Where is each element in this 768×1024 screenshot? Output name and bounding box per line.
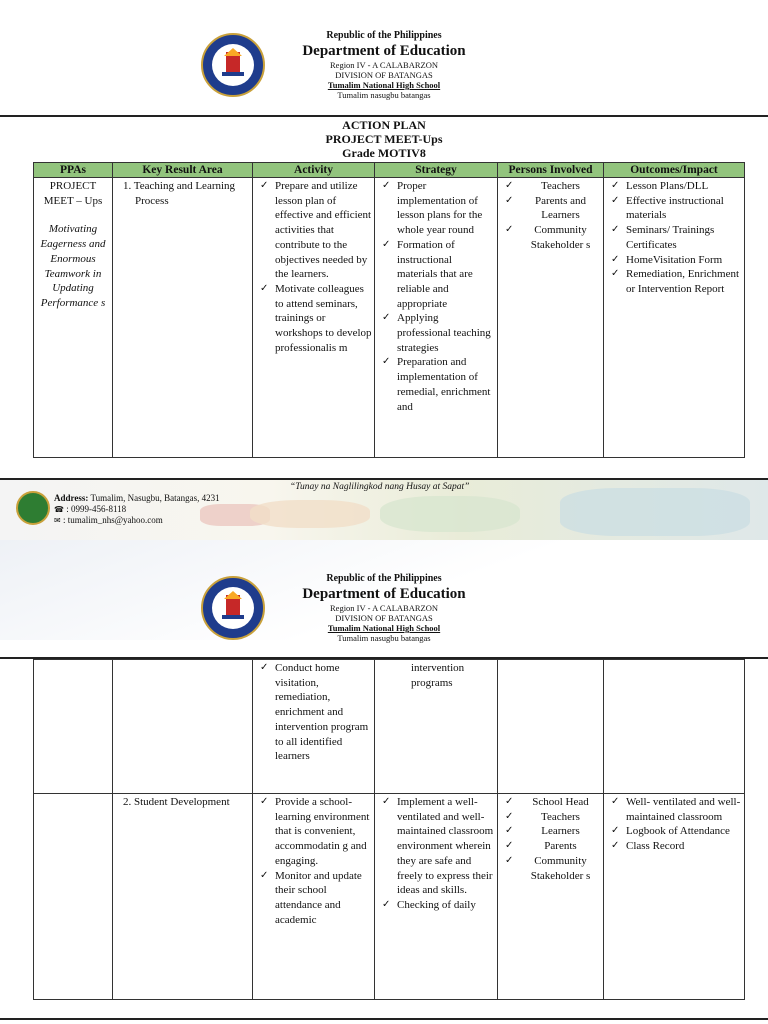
republic-text: Republic of the Philippines (326, 573, 442, 584)
title-line-3: Grade MOTIV8 (342, 146, 426, 160)
table-row (34, 660, 745, 794)
phone-icon: ☎ (54, 505, 64, 514)
column-header: Strategy (375, 163, 498, 178)
action-plan-table-continued (33, 659, 745, 1000)
outcomes-cell (604, 794, 745, 1000)
list-item: ✓ Logbook of Attendance (606, 824, 742, 839)
ppa-cell (34, 178, 113, 458)
address-label: Address: (54, 493, 89, 503)
region-text: Region IV - A CALABARZON (330, 60, 438, 70)
address-text: Tumalim, Nasugbu, Batangas, 4231 (90, 493, 220, 503)
column-header: Activity (253, 163, 375, 178)
kra-cell (113, 178, 253, 458)
phone-text: : 0999-456-8118 (66, 504, 127, 514)
list-item: ✓ Seminars/ Trainings Certificates (606, 223, 742, 252)
list-item: ✓ Formation of instructional materials that are reliable and appropriate (377, 238, 495, 312)
email-icon: ✉ (54, 516, 61, 525)
persons-cell (498, 794, 604, 1000)
list-item: ✓ Preparation and implementation of remedial, enrichment and (377, 355, 495, 414)
activity-cell (253, 794, 375, 1000)
footer-contact (54, 493, 220, 526)
page2-header (0, 573, 768, 653)
department-title: Department of Education (302, 586, 466, 602)
ppa-description: Motivating Eagerness and Enormous Teamwork in Updating Performance s (40, 223, 106, 309)
page1-header (0, 30, 768, 110)
department-title: Department of Education (302, 43, 466, 59)
list-item: ✓ Class Record (606, 839, 742, 854)
list-item: ✓ Parents and Learners (500, 194, 601, 223)
republic-text: Republic of the Philippines (326, 30, 442, 41)
list-item: ✓ Applying professional teaching strategies (377, 311, 495, 355)
school-location: Tumalim nasugbu batangas (337, 633, 431, 643)
list-item: ✓ Community Stakeholder s (500, 223, 601, 252)
list-item: ✓ HomeVisitation Form (606, 253, 742, 268)
list-item: ✓ Implement a well-ventilated and well-maintained classroom environment wherein they are safe and freely to express their ideas and skills. (377, 795, 495, 898)
document-title (0, 118, 768, 160)
table-header-row (34, 163, 745, 178)
list-item: ✓ Checking of daily (377, 898, 495, 913)
column-header: Outcomes/Impact (604, 163, 745, 178)
school-name: Tumalim National High School (327, 80, 441, 90)
activity-cell (253, 660, 375, 794)
header-divider (0, 115, 768, 117)
list-item: ✓ Teachers (500, 810, 601, 825)
list-item: ✓ Lesson Plans/DLL (606, 179, 742, 194)
division-text: DIVISION OF BATANGAS (335, 613, 433, 623)
strategy-cell (375, 660, 498, 794)
list-item: ✓ Parents (500, 839, 601, 854)
list-item: ✓ Remediation, Enrichment or Intervention Report (606, 267, 742, 296)
ppa-name: PROJECT MEET – Ups (43, 180, 103, 207)
activity-cell (253, 178, 375, 458)
title-line-2: PROJECT MEET-Ups (325, 132, 443, 146)
school-location: Tumalim nasugbu batangas (337, 90, 431, 100)
table-row (34, 178, 745, 458)
kra-text: 1. Teaching and Learning Process (123, 180, 236, 207)
list-item: ✓ Community Stakeholder s (500, 854, 601, 883)
column-header: Persons Involved (498, 163, 604, 178)
page-footer (0, 478, 768, 540)
footer-slogan: “Tunay na Naglilingkod nang Husay at Sapat” (290, 482, 470, 492)
list-item: ✓ Well- ventilated and well-maintained classroom (606, 795, 742, 824)
action-plan-table (33, 162, 745, 458)
list-item: ✓ Motivate colleagues to attend seminars, trainings or workshops to develop professionalis m (255, 282, 372, 356)
column-header: Key Result Area (113, 163, 253, 178)
division-text: DIVISION OF BATANGAS (335, 70, 433, 80)
column-header: PPAs (34, 163, 113, 178)
footer-divider (0, 478, 768, 480)
list-item: ✓ Proper implementation of lesson plans for the whole year round (377, 179, 495, 238)
list-item: ✓ Teachers (500, 179, 601, 194)
region-text: Region IV - A CALABARZON (330, 603, 438, 613)
school-logo-icon (16, 491, 50, 525)
list-item: ✓ School Head (500, 795, 601, 810)
list-item: ✓ Provide a school-learning environment that is convenient, accommodatin g and engaging. (255, 795, 372, 869)
school-name: Tumalim National High School (327, 623, 441, 633)
strategy-cell (375, 178, 498, 458)
list-item: ✓ Prepare and utilize lesson plan of effective and efficient activities that contribute to the objectives needed by the learners. (255, 179, 372, 282)
list-item: ✓ Conduct home visitation, remediation, enrichment and intervention program to all identified learners (255, 661, 372, 764)
list-item: ✓ Effective instructional materials (606, 194, 742, 223)
outcomes-cell (604, 178, 745, 458)
table-row (34, 794, 745, 1000)
list-item: ✓ Monitor and update their school attendance and academic (255, 869, 372, 928)
strategy-continued: intervention programs (411, 662, 465, 689)
kra-cell (113, 794, 253, 1000)
persons-cell (498, 178, 604, 458)
page2-bottom-divider (0, 1018, 768, 1020)
list-item: ✓ Learners (500, 824, 601, 839)
email-text: : tumalim_nhs@yahoo.com (62, 515, 163, 525)
kra-text: 2. Student Development (123, 796, 230, 808)
title-line-1: ACTION PLAN (342, 118, 426, 132)
strategy-cell (375, 794, 498, 1000)
